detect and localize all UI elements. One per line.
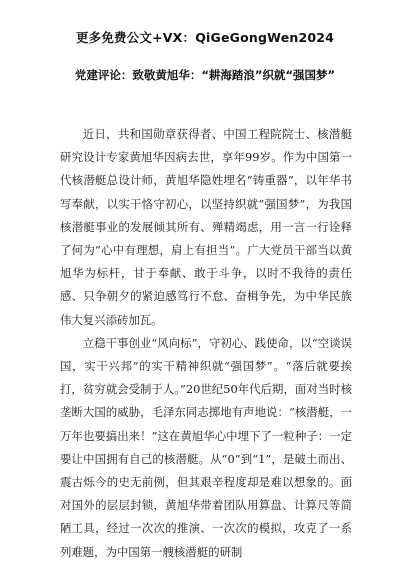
body-paragraph: 近日，共和国勋章获得者、中国工程院院士、核潜艇研究设计专家黄旭华因病去世，享年99岁。作为中国第一代核潜艇总设计师，黄旭华隐姓埋名“铸重器”，以年华书写奉献，以实干恪守初心，以坚持织就“强国梦”，为我国核潜艇事业的发展倾其所有、殚精竭虑，用一言一行诠释了何为“心中有理想，肩上有担当”。广大党员干部当以黄旭华为标杆，甘于奉献、敢于斗争，以时不我待的责任感、只争朝夕的紧迫感笃行不怠、奋楫争先，为中华民族伟大复兴添砖加瓦。 [60, 127, 352, 327]
document-header: 更多免费公文+VX：QiGeGongWen2024 [75, 30, 335, 45]
document-body [60, 123, 352, 564]
document-title: 党建评论：致敬黄旭华：“耕海踏浪”织就“强国梦” [74, 68, 336, 82]
body-paragraph: 立稳干事创业“风向标”，守初心、践使命，以“空谈误国，实干兴邦”的实干精神织就“强国梦”。“落后就要挨打，贫穷就会受制于人。”20世纪50年代后期，面对当时核垄断大国的威胁，毛泽东同志掷地有声地说：“核潜艇，一万年也要搞出来！”这在黄旭华心中埋下了一粒种子：一定要让中国拥有自己的核潜艇。从“0”到“1”，是破土而出、震古烁今的史无前例，但其艰辛程度却是难以想象的。面对国外的层层封锁，黄旭华带着团队用算盘、计算尺等简陋工具，经过一次次的推演、一次次的模拟，攻克了一系列难题，为中国第一艘核潜艇的研制 [60, 335, 352, 559]
